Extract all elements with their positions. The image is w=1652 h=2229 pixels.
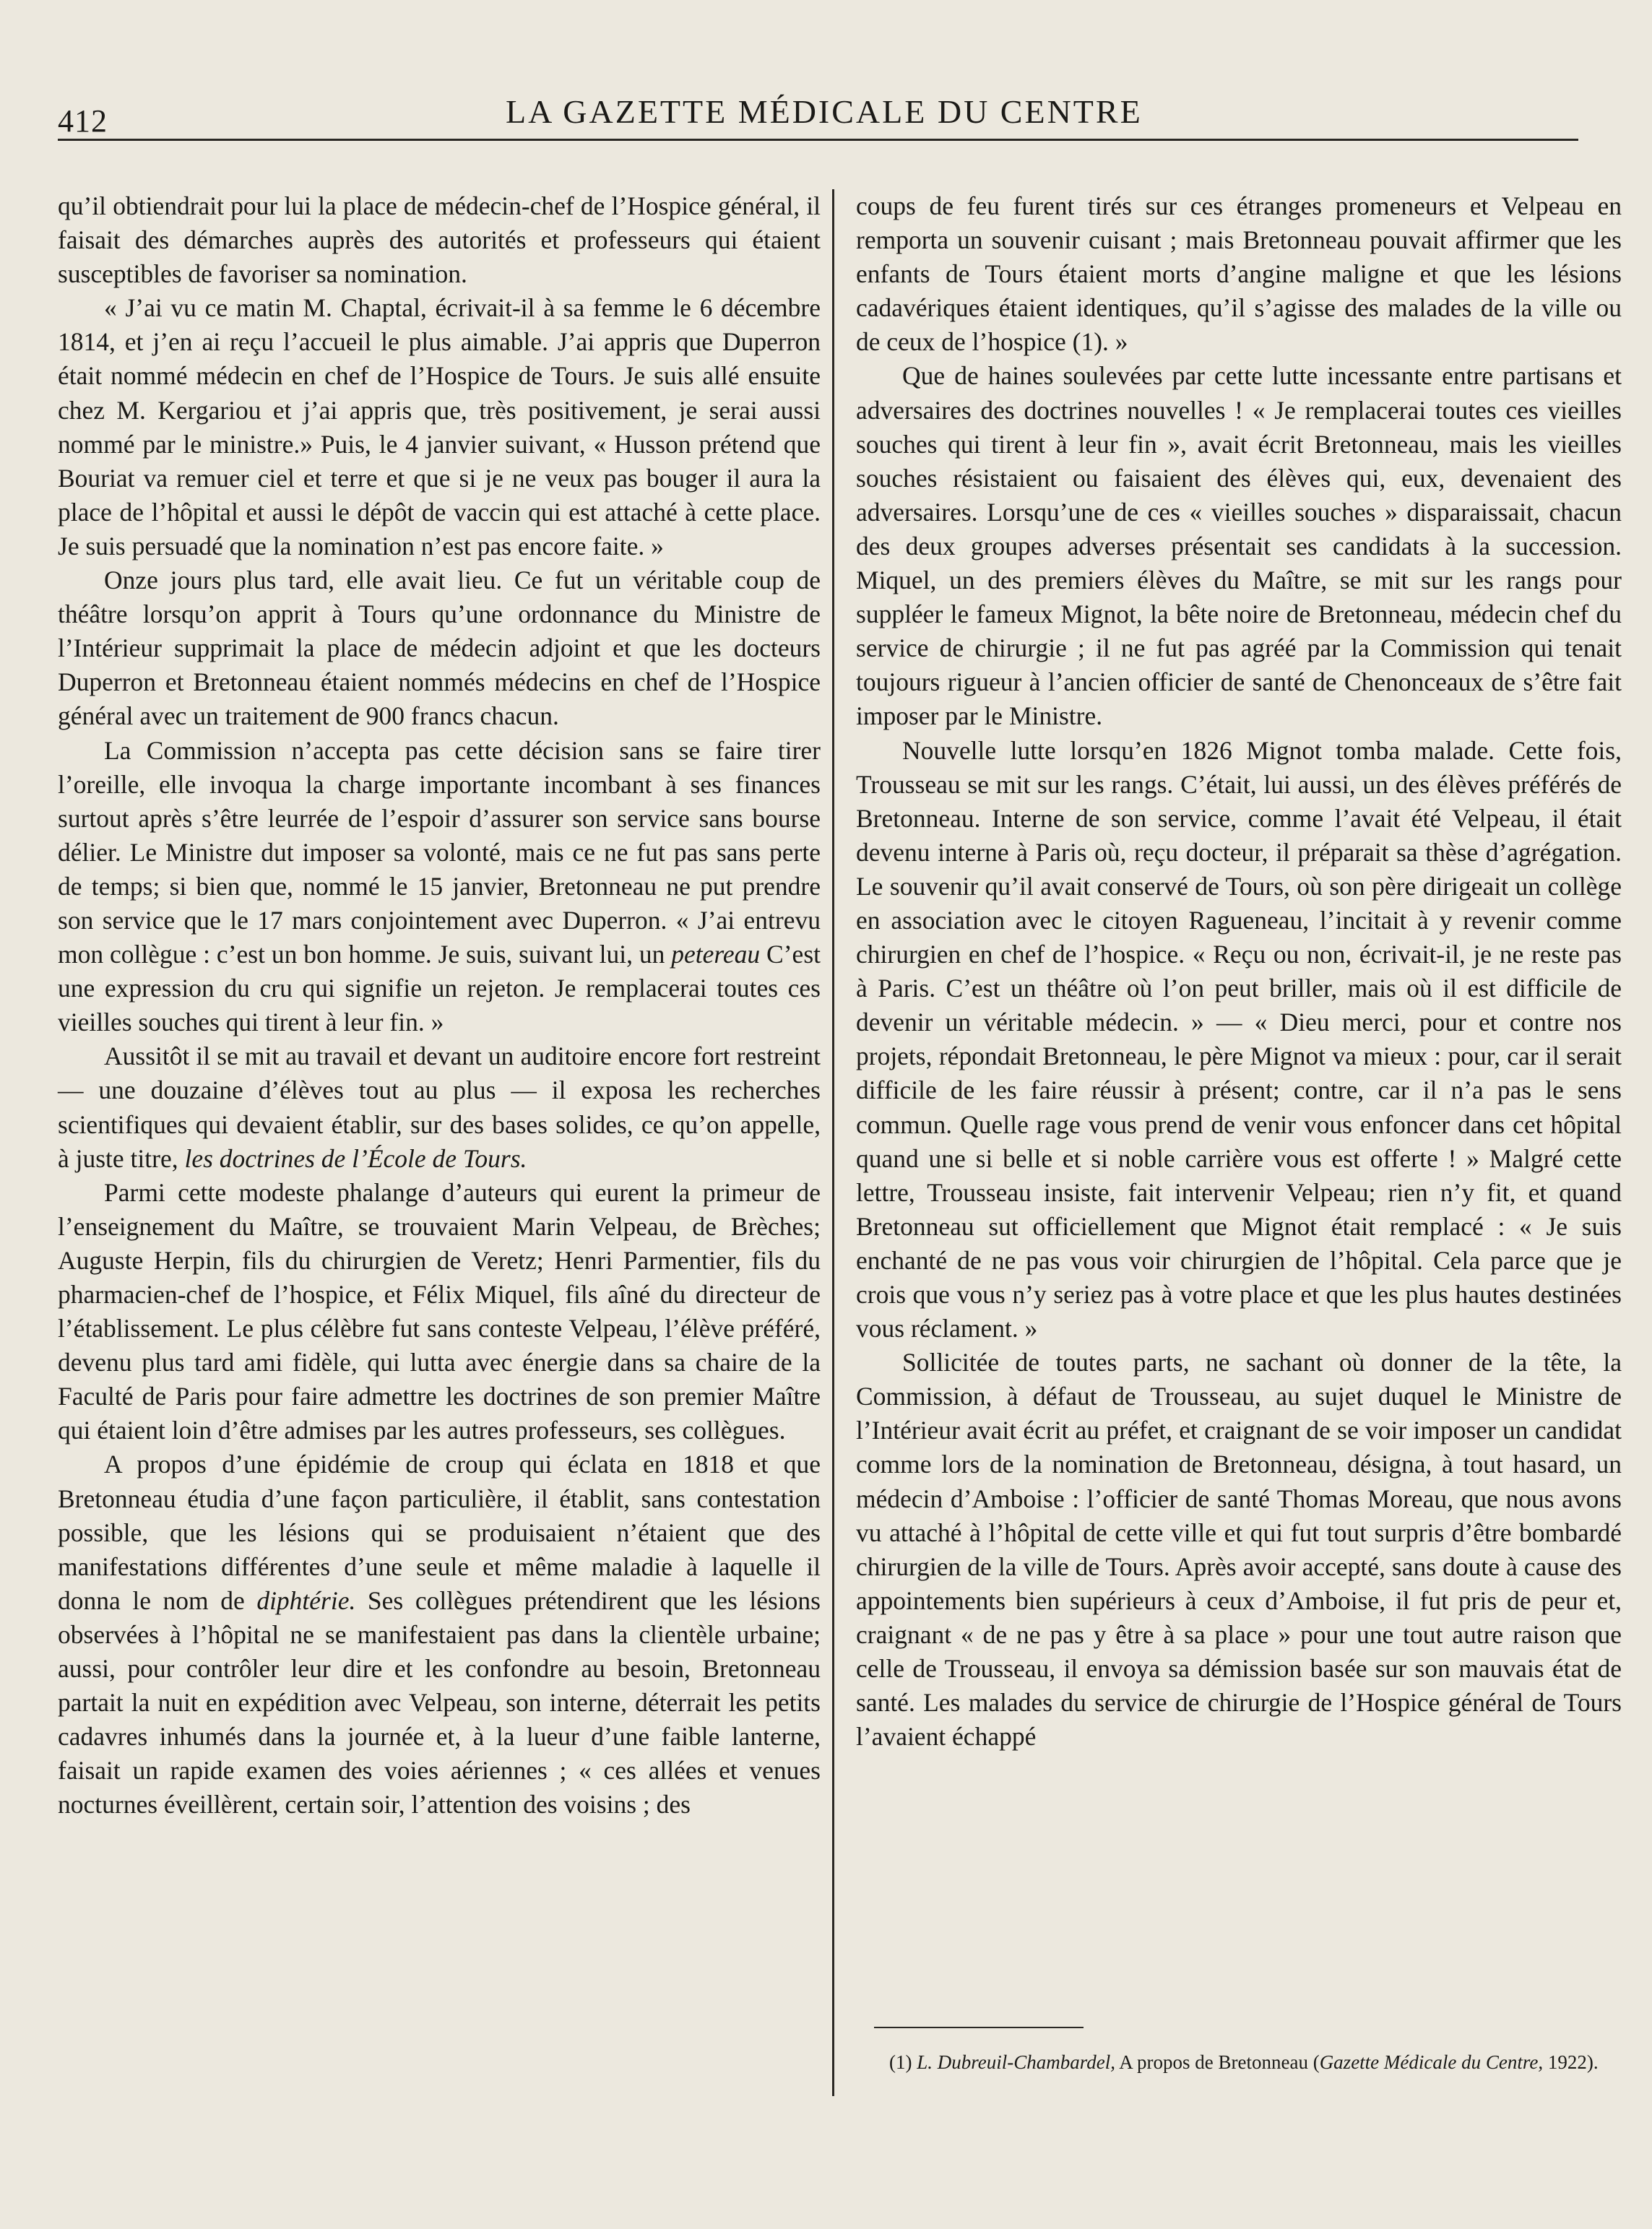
paragraph [58, 1447, 821, 1822]
text-run: Aussitôt il se mit au travail et devant un auditoire encore fort restreint — une douzaine d’élèves tout au plus — il exposa les recherches scientifiques qui devaient établir, sur des bases solides, ce qu’on appelle, à juste titre, [58, 1042, 821, 1173]
paragraph [58, 1039, 821, 1175]
running-title: LA GAZETTE MÉDICALE DU CENTRE [506, 93, 1143, 130]
footnote-journal: Gazette Médicale du Centre, [1319, 2051, 1544, 2073]
footnote-marker: (1) [889, 2051, 917, 2073]
left-column [58, 189, 821, 1822]
paragraph: « J’ai vu ce matin M. Chaptal, écrivait-il à sa femme le 6 décembre 1814, et j’en ai reçu l’accueil le plus aimable. J’ai appris que Duperron était nommé médecin en chef de l’Hospice de Tours. Je suis allé ensuite chez M. Kergariou et j’ai appris que, très positivement, je serai aussi nommé par le ministre.» Puis, le 4 janvier suivant, « Husson prétend que Bouriat va remuer ciel et terre et que si je ne veux pas bouger il aura la place de l’hôpital et aussi le dépôt de vaccin qui est attaché à cette place. Je suis persuadé que la nomination n’est pas encore faite. » [58, 293, 821, 561]
text-run: C’est une expression du cru qui signifie un rejeton. Je remplacerai toutes ces vieilles souches qui tirent à leur fin. » [58, 940, 821, 1037]
paragraph: Onze jours plus tard, elle avait lieu. Ce fut un véritable coup de théâtre lorsqu’on apprit à Tours qu’une ordonnance du Ministre de l’Intérieur supprimait la place de médecin adjoint et que les docteurs Duperron et Bretonneau étaient nommés médecins en chef de l’Hospice général avec un traitement de 900 francs chacun. [58, 566, 821, 731]
footnote-year: 1922). [1543, 2051, 1599, 2073]
text-run: Ses collègues prétendirent que les lésions observées à l’hôpital ne se manifestaient pas dans la clientèle urbaine; aussi, pour contrôler leur dire et les confondre au besoin, Bretonneau partait la nuit en expédition avec Velpeau, son interne, déterrait les petits cadavres inhumés dans la journée et, à la lueur d’une faible lanterne, faisait un rapide examen des voies aériennes ; « ces allées et venues nocturnes éveillèrent, certain soir, l’attention des voisins ; des [58, 1585, 821, 1819]
italic-text: petereau [671, 940, 761, 969]
footnote-author: L. Dubreuil-Chambardel, [917, 2051, 1115, 2073]
right-column [856, 189, 1622, 1754]
header-rule [58, 139, 1578, 141]
paragraph: qu’il obtiendrait pour lui la place de médecin-chef de l’Hospice général, il faisait des démarches auprès des autorités et professeurs qui étaient susceptibles de favoriser sa nomination. [58, 191, 821, 289]
paragraph: Parmi cette modeste phalange d’auteurs qui eurent la primeur de l’enseignement du Maître, se trouvaient Marin Velpeau, de Brèches; Auguste Herpin, fils du chirurgien de Veretz; Henri Parmentier, fils du pharmacien-chef de l’hospice, et Félix Miquel, fils aîné du directeur de l’établissement. Le plus célèbre fut sans conteste Velpeau, l’élève préféré, devenu plus tard ami fidèle, qui lutta avec énergie dans sa chaire de la Faculté de Paris pour faire admettre les doctrines de son premier Maître qui étaient loin d’être admises par les autres professeurs, ses collègues. [58, 1177, 821, 1445]
page-number: 412 [58, 103, 108, 139]
footnote-title: A propos de Bretonneau ( [1115, 2051, 1320, 2073]
paragraph [58, 734, 821, 1040]
column-divider [832, 189, 834, 2096]
footnote-text [856, 2048, 1622, 2076]
paragraph: Que de haines soulevées par cette lutte incessante entre partisans et adversaires des doctrines nouvelles ! « Je remplacerai toutes ces vieilles souches qui tirent à leur fin », avait écrit Bretonneau, mais les vieilles souches résistaient ou faisaient des élèves qui, eux, devenaient des adversaires. Lorsqu’une de ces « vieilles souches » disparaissait, chacun des deux groupes adverses présentait ses candidats à la succession. Miquel, un des premiers élèves du Maître, se mit sur les rangs pour suppléer le fameux Mignot, la bête noire de Bretonneau, médecin chef du service de chirurgie ; il ne fut pas agréé par la Commission qui tenait toujours rigueur à l’ancien officier de santé de Chenonceaux de s’être fait imposer par le Ministre. [856, 361, 1622, 731]
footnote-rule [874, 2027, 1084, 2028]
text-run: A propos d’une épidémie de croup qui éclata en 1818 et que Bretonneau étudia d’une façon particulière, il établit, sans contestation possible, que les lésions qui se produisaient n’étaient que des manifestations différentes d’une seule et même maladie à laquelle il donna le nom de [58, 1450, 821, 1615]
paragraph: coups de feu furent tirés sur ces étranges promeneurs et Velpeau en remporta un souvenir cuisant ; mais Bretonneau pouvait affirmer que les enfants de Tours étaient morts d’angine maligne et que les lésions cadavériques étaient identiques, qu’il s’agisse des malades de la ville ou de ceux de l’hospice (1). » [856, 191, 1622, 357]
italic-text: diphtérie. [256, 1585, 356, 1615]
paragraph: Nouvelle lutte lorsqu’en 1826 Mignot tomba malade. Cette fois, Trousseau se mit sur les rangs. C’était, lui aussi, un des élèves préférés de Bretonneau. Interne de son service, comme l’avait été Velpeau, il était devenu interne à Paris où, reçu docteur, il préparait sa thèse d’agrégation. Le souvenir qu’il avait conservé de Tours, où son père dirigeait un collège en association avec le citoyen Ragueneau, l’incitait à y revenir comme chirurgien en chef de l’hospice. « Reçu ou non, écrivait-il, je ne reste pas à Paris. C’est un théâtre où l’on peut briller, mais où il est difficile de devenir un véritable médecin. » — « Dieu merci, pour et contre nos projets, répondait Bretonneau, le père Mignot va mieux : pour, car il serait difficile de les faire réussir à présent; contre, car il n’a pas le sens commun. Quelle rage vous prend de venir vous enfoncer dans cet hôpital quand une si belle et si noble carrière vous est offerte ! » Malgré cette lettre, Trousseau insiste, fait intervenir Velpeau; rien n’y fit, et quand Bretonneau sut officiellement que Mignot était remplacé : « Je suis enchanté de ne pas vous voir chirurgien de l’hôpital. Cela parce que je crois que vous n’y seriez pas à votre place et que les plus hautes destinées vous réclament. » [856, 735, 1622, 1343]
footnote [856, 2048, 1622, 2076]
italic-text: les doctrines de l’École de Tours. [184, 1143, 527, 1173]
text-run: La Commission n’accepta pas cette décision sans se faire tirer l’oreille, elle invoqua la charge importante incombant à ses finances surtout après s’être leurrée de l’espoir d’assurer son service sans bourse délier. Le Ministre dut imposer sa volonté, mais ce ne fut pas sans perte de temps; si bien que, nommé le 15 janvier, Bretonneau ne put prendre son service que le 17 mars conjointement avec Duperron. « J’ai entrevu mon collègue : c’est un bon homme. Je suis, suivant lui, un [58, 735, 821, 969]
page-header [58, 88, 1575, 139]
paragraph: Sollicitée de toutes parts, ne sachant où donner de la tête, la Commission, à défaut de Trousseau, au sujet duquel le Ministre de l’Intérieur avait écrit au préfet, et craignant de se voir imposer un candidat comme lors de la nomination de Bretonneau, désigna, à tout hasard, un médecin d’Amboise : l’officier de santé Thomas Moreau, que nous avons vu attaché à l’hôpital de cette ville et qui fut tout surpris d’être bombardé chirurgien de la ville de Tours. Après avoir accepté, sans doute à cause des appointements bien supérieurs à ceux d’Amboise, il fut pris de peur et, craignant « de ne pas y être à sa place » pour une tout autre raison que celle de Trousseau, il envoya sa démission basée sur son mauvais état de santé. Les malades du service de chirurgie de l’Hospice général de Tours l’avaient échappé [856, 1348, 1622, 1752]
